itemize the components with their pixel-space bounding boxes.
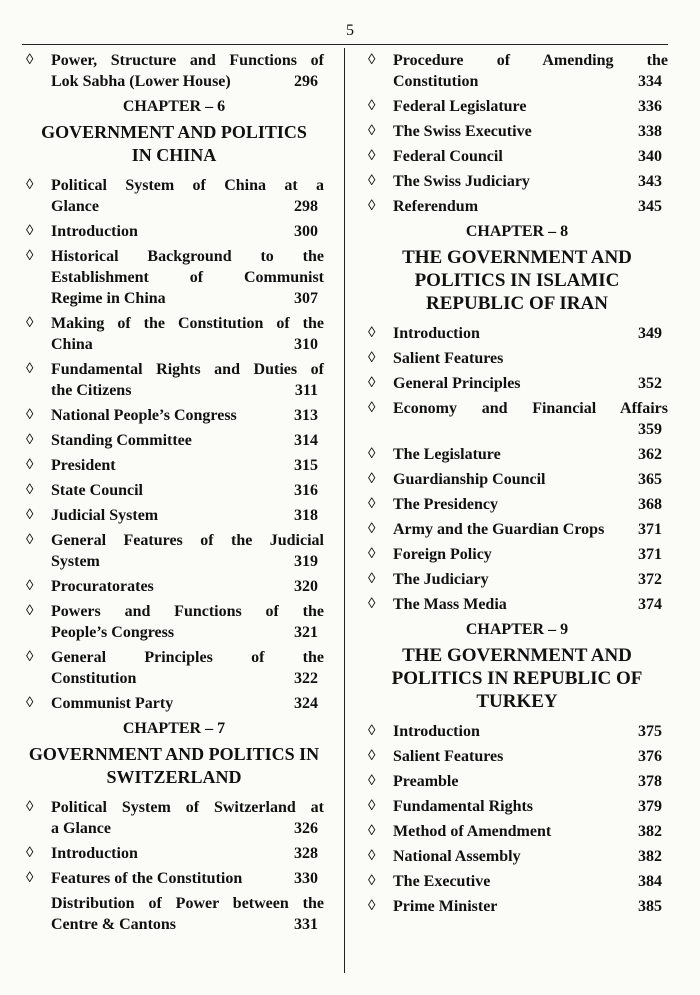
toc-entry-page-number: 334: [638, 73, 662, 90]
diamond-bullet-icon: ◊: [368, 571, 376, 587]
toc-entry[interactable]: [366, 821, 668, 842]
toc-entry-page-number: 349: [638, 325, 662, 342]
toc-entry[interactable]: [24, 868, 324, 889]
toc-entry-title: Procuratorates: [51, 578, 154, 595]
toc-entry-page-number: 374: [638, 596, 662, 613]
diamond-bullet-icon: ◊: [26, 223, 34, 239]
diamond-bullet-icon: ◊: [368, 823, 376, 839]
toc-entry[interactable]: [366, 846, 668, 867]
chapter-heading: [24, 121, 324, 167]
toc-entry-title: National People’s Congress: [51, 407, 237, 424]
toc-entry-title-line: Powers and Functions of the: [51, 603, 324, 620]
toc-entry-page-number: 307: [294, 290, 318, 307]
toc-entry-title: Guardianship Council: [393, 471, 546, 488]
toc-entry-title-line: Economy and Financial Affairs: [393, 400, 668, 417]
diamond-bullet-icon: ◊: [368, 546, 376, 562]
toc-entry-title: Preamble: [393, 773, 459, 790]
toc-entry-title: The Swiss Judiciary: [393, 173, 530, 190]
toc-entry[interactable]: [366, 96, 668, 117]
toc-entry[interactable]: [24, 480, 324, 501]
toc-entry-title: a Glance: [51, 820, 111, 837]
toc-entry-page-number: 313: [294, 407, 318, 424]
toc-entry-title: Federal Legislature: [393, 98, 527, 115]
toc-entry-page-number: 319: [294, 553, 318, 570]
chapter-label: CHAPTER – 6: [122, 98, 226, 115]
toc-entry-page-number: 328: [294, 845, 318, 862]
diamond-bullet-icon: ◊: [26, 407, 34, 423]
chapter-label: CHAPTER – 8: [465, 223, 569, 240]
toc-entry[interactable]: [366, 494, 668, 515]
toc-entry[interactable]: [366, 519, 668, 540]
toc-entry-title: Introduction: [393, 325, 480, 342]
toc-entry[interactable]: [24, 430, 324, 451]
toc-entry[interactable]: [366, 896, 668, 917]
toc-entry-title-line: Power, Structure and Functions of: [51, 52, 324, 69]
toc-entry[interactable]: [366, 146, 668, 167]
toc-entry-title: Foreign Policy: [393, 546, 492, 563]
chapter-heading-line: POLITICS IN ISLAMIC: [414, 270, 620, 291]
chapter-label: CHAPTER – 7: [122, 720, 226, 737]
toc-entry[interactable]: [24, 221, 324, 242]
toc-entry-page-number: 345: [638, 198, 662, 215]
toc-entry-title: the Citizens: [51, 382, 132, 399]
toc-entry-title: Lok Sabha (Lower House): [51, 73, 231, 90]
toc-entry[interactable]: [366, 398, 668, 440]
toc-entry[interactable]: [366, 348, 668, 369]
toc-entry[interactable]: [24, 530, 324, 572]
toc-entry[interactable]: [24, 175, 324, 217]
toc-entry-title: Constitution: [51, 670, 137, 687]
diamond-bullet-icon: ◊: [26, 52, 34, 68]
toc-entry-title: The Presidency: [393, 496, 499, 513]
toc-entry-page-number: 316: [294, 482, 318, 499]
toc-entry-page-number: 384: [638, 873, 662, 890]
diamond-bullet-icon: ◊: [26, 361, 34, 377]
toc-entry-page-number: 371: [638, 546, 662, 563]
diamond-bullet-icon: ◊: [368, 723, 376, 739]
toc-entry-page-number: 324: [294, 695, 318, 712]
toc-entry[interactable]: [24, 313, 324, 355]
toc-entry[interactable]: [24, 843, 324, 864]
diamond-bullet-icon: ◊: [26, 482, 34, 498]
toc-entry-page-number: 315: [294, 457, 318, 474]
column-divider: [344, 48, 345, 973]
toc-entry-title: The Executive: [393, 873, 491, 890]
toc-entry-page-number: 365: [638, 471, 662, 488]
chapter-heading-line: THE GOVERNMENT AND: [402, 247, 632, 268]
toc-entry-page-number: 311: [294, 382, 318, 399]
diamond-bullet-icon: ◊: [368, 521, 376, 537]
chapter-heading-line: IN CHINA: [131, 145, 217, 165]
diamond-bullet-icon: ◊: [26, 507, 34, 523]
toc-entry[interactable]: [24, 601, 324, 643]
toc-entry[interactable]: [24, 405, 324, 426]
toc-entry[interactable]: [24, 246, 324, 309]
toc-entry-page-number: 371: [638, 521, 662, 538]
chapter-label: CHAPTER – 9: [465, 621, 569, 638]
toc-entry-title: The Legislature: [393, 446, 501, 463]
toc-entry-title-line: Establishment of Communist: [51, 269, 324, 286]
toc-entry[interactable]: [366, 796, 668, 817]
toc-entry[interactable]: [24, 693, 324, 714]
diamond-bullet-icon: ◊: [368, 198, 376, 214]
toc-entry[interactable]: [366, 50, 668, 92]
toc-entry[interactable]: [366, 746, 668, 767]
diamond-bullet-icon: ◊: [26, 177, 34, 193]
toc-right-column: [366, 50, 668, 921]
diamond-bullet-icon: ◊: [368, 773, 376, 789]
toc-entry-title: System: [51, 553, 100, 570]
toc-entry-title-line: Historical Background to the: [51, 248, 324, 265]
diamond-bullet-icon: ◊: [368, 848, 376, 864]
toc-entry-title-line: Making of the Constitution of the: [51, 315, 324, 332]
chapter-heading: [24, 743, 324, 789]
toc-entry-page-number: 382: [638, 823, 662, 840]
toc-entry-title: The Swiss Executive: [393, 123, 532, 140]
chapter-heading-line: GOVERNMENT AND POLITICS IN: [28, 744, 320, 764]
diamond-bullet-icon: ◊: [26, 457, 34, 473]
toc-entry-title: Federal Council: [393, 148, 503, 165]
diamond-bullet-icon: ◊: [368, 325, 376, 341]
toc-entry[interactable]: [366, 121, 668, 142]
toc-entry-page-number: 375: [638, 723, 662, 740]
toc-entry[interactable]: [366, 196, 668, 217]
toc-entry-page-number: 296: [294, 73, 318, 90]
toc-entry-title-line: General Features of the Judicial: [51, 532, 324, 549]
toc-entry-page-number: 372: [638, 571, 662, 588]
toc-entry-title-line: Fundamental Rights and Duties of: [51, 361, 324, 378]
toc-entry-title: General Principles: [393, 375, 521, 392]
diamond-bullet-icon: ◊: [368, 400, 376, 416]
toc-entry-title-line: General Principles of the: [51, 649, 324, 666]
diamond-bullet-icon: ◊: [26, 432, 34, 448]
toc-entry-page-number: 298: [294, 198, 318, 215]
toc-entry[interactable]: [366, 771, 668, 792]
diamond-bullet-icon: ◊: [368, 173, 376, 189]
diamond-bullet-icon: ◊: [368, 98, 376, 114]
diamond-bullet-icon: ◊: [368, 873, 376, 889]
toc-entry-page-number: 359: [638, 421, 662, 438]
toc-entry[interactable]: [366, 373, 668, 394]
chapter-heading-line: GOVERNMENT AND POLITICS: [41, 122, 307, 142]
toc-entry-page-number: 340: [638, 148, 662, 165]
toc-entry-page-number: 352: [638, 375, 662, 392]
toc-entry[interactable]: [366, 544, 668, 565]
toc-entry-title: Referendum: [393, 198, 479, 215]
chapter-heading-line: POLITICS IN REPUBLIC OF: [391, 668, 643, 689]
toc-entry[interactable]: [24, 576, 324, 597]
toc-entry[interactable]: [366, 871, 668, 892]
toc-entry[interactable]: [24, 893, 324, 935]
top-rule: [22, 44, 668, 45]
diamond-bullet-icon: ◊: [368, 446, 376, 462]
toc-entry[interactable]: [366, 323, 668, 344]
diamond-bullet-icon: ◊: [26, 870, 34, 886]
toc-entry-title-line: Political System of Switzerland at: [51, 799, 324, 816]
toc-entry-title: Introduction: [393, 723, 480, 740]
toc-entry-title: Army and the Guardian Crops: [393, 521, 605, 538]
toc-entry-page-number: 310: [294, 336, 318, 353]
toc-entry-page-number: 368: [638, 496, 662, 513]
diamond-bullet-icon: ◊: [26, 799, 34, 815]
toc-entry[interactable]: [24, 455, 324, 476]
toc-entry-page-number: 338: [638, 123, 662, 140]
toc-entry-title: Introduction: [51, 223, 138, 240]
page-number: 5: [346, 22, 354, 39]
diamond-bullet-icon: ◊: [368, 123, 376, 139]
toc-entry-title: Method of Amendment: [393, 823, 552, 840]
diamond-bullet-icon: ◊: [26, 845, 34, 861]
toc-entry-page-number: 321: [294, 624, 318, 641]
toc-entry[interactable]: [366, 594, 668, 615]
toc-entry-title: Salient Features: [393, 748, 504, 765]
diamond-bullet-icon: ◊: [26, 248, 34, 264]
diamond-bullet-icon: ◊: [26, 603, 34, 619]
diamond-bullet-icon: ◊: [368, 496, 376, 512]
toc-entry[interactable]: [366, 569, 668, 590]
toc-entry-page-number: 322: [294, 670, 318, 687]
diamond-bullet-icon: ◊: [26, 695, 34, 711]
toc-entry-page-number: 336: [638, 98, 662, 115]
toc-entry-title: The Judiciary: [393, 571, 489, 588]
toc-entry-title: The Mass Media: [393, 596, 507, 613]
diamond-bullet-icon: ◊: [26, 649, 34, 665]
toc-entry-title: National Assembly: [393, 848, 521, 865]
toc-entry-page-number: 362: [638, 446, 662, 463]
diamond-bullet-icon: ◊: [368, 596, 376, 612]
toc-entry-title-line: Procedure of Amending the: [393, 52, 668, 69]
toc-entry-page-number: 320: [294, 578, 318, 595]
toc-entry-title: Fundamental Rights: [393, 798, 534, 815]
toc-entry[interactable]: [24, 505, 324, 526]
toc-entry-title: President: [51, 457, 116, 474]
chapter-heading: [366, 644, 668, 713]
toc-entry[interactable]: [24, 647, 324, 689]
diamond-bullet-icon: ◊: [368, 52, 376, 68]
diamond-bullet-icon: ◊: [26, 532, 34, 548]
toc-entry-page-number: 385: [638, 898, 662, 915]
toc-entry-title: Communist Party: [51, 695, 174, 712]
toc-entry-page-number: 331: [294, 916, 318, 933]
toc-entry-title: Salient Features: [393, 350, 504, 367]
toc-entry[interactable]: [366, 444, 668, 465]
diamond-bullet-icon: ◊: [368, 375, 376, 391]
toc-entry-title: Standing Committee: [51, 432, 192, 449]
diamond-bullet-icon: ◊: [368, 350, 376, 366]
diamond-bullet-icon: ◊: [368, 471, 376, 487]
diamond-bullet-icon: ◊: [26, 578, 34, 594]
toc-entry-page-number: 300: [294, 223, 318, 240]
toc-entry-title-line: Political System of China at a: [51, 177, 324, 194]
toc-entry-title: Glance: [51, 198, 99, 215]
diamond-bullet-icon: ◊: [368, 798, 376, 814]
toc-entry-page-number: 314: [294, 432, 318, 449]
toc-entry-page-number: 343: [638, 173, 662, 190]
toc-entry-title-line: Distribution of Power between the: [51, 895, 324, 912]
toc-entry-title: Prime Minister: [393, 898, 498, 915]
diamond-bullet-icon: ◊: [368, 748, 376, 764]
chapter-heading-line: TURKEY: [476, 691, 558, 712]
chapter-heading-line: SWITZERLAND: [106, 767, 242, 787]
toc-entry-title: State Council: [51, 482, 143, 499]
toc-entry-title: Centre & Cantons: [51, 916, 177, 933]
diamond-bullet-icon: ◊: [368, 898, 376, 914]
toc-entry-page-number: 330: [294, 870, 318, 887]
toc-entry-page-number: 382: [638, 848, 662, 865]
toc-left-column: [24, 50, 324, 939]
toc-entry[interactable]: [24, 797, 324, 839]
chapter-heading: [366, 246, 668, 315]
toc-entry-title: Constitution: [393, 73, 479, 90]
toc-entry-title: People’s Congress: [51, 624, 175, 641]
toc-entry-title: Introduction: [51, 845, 138, 862]
chapter-heading-line: REPUBLIC OF IRAN: [426, 293, 608, 314]
toc-entry-page-number: 379: [638, 798, 662, 815]
toc-entry-page-number: 376: [638, 748, 662, 765]
toc-entry-page-number: 326: [294, 820, 318, 837]
toc-entry-page-number: 378: [638, 773, 662, 790]
toc-entry[interactable]: [366, 469, 668, 490]
toc-entry[interactable]: [366, 171, 668, 192]
toc-entry-page-number: [662, 348, 668, 369]
toc-entry-title: Regime in China: [51, 290, 166, 307]
toc-entry-title: Judicial System: [51, 507, 159, 524]
toc-entry-page-number: 318: [294, 507, 318, 524]
diamond-bullet-icon: ◊: [368, 148, 376, 164]
toc-entry[interactable]: [24, 359, 324, 401]
toc-entry[interactable]: [24, 50, 324, 92]
chapter-heading-line: THE GOVERNMENT AND: [402, 645, 632, 666]
toc-entry-title: Features of the Constitution: [51, 870, 243, 887]
diamond-bullet-icon: ◊: [26, 315, 34, 331]
toc-entry[interactable]: [366, 721, 668, 742]
toc-entry-title: China: [51, 336, 93, 353]
